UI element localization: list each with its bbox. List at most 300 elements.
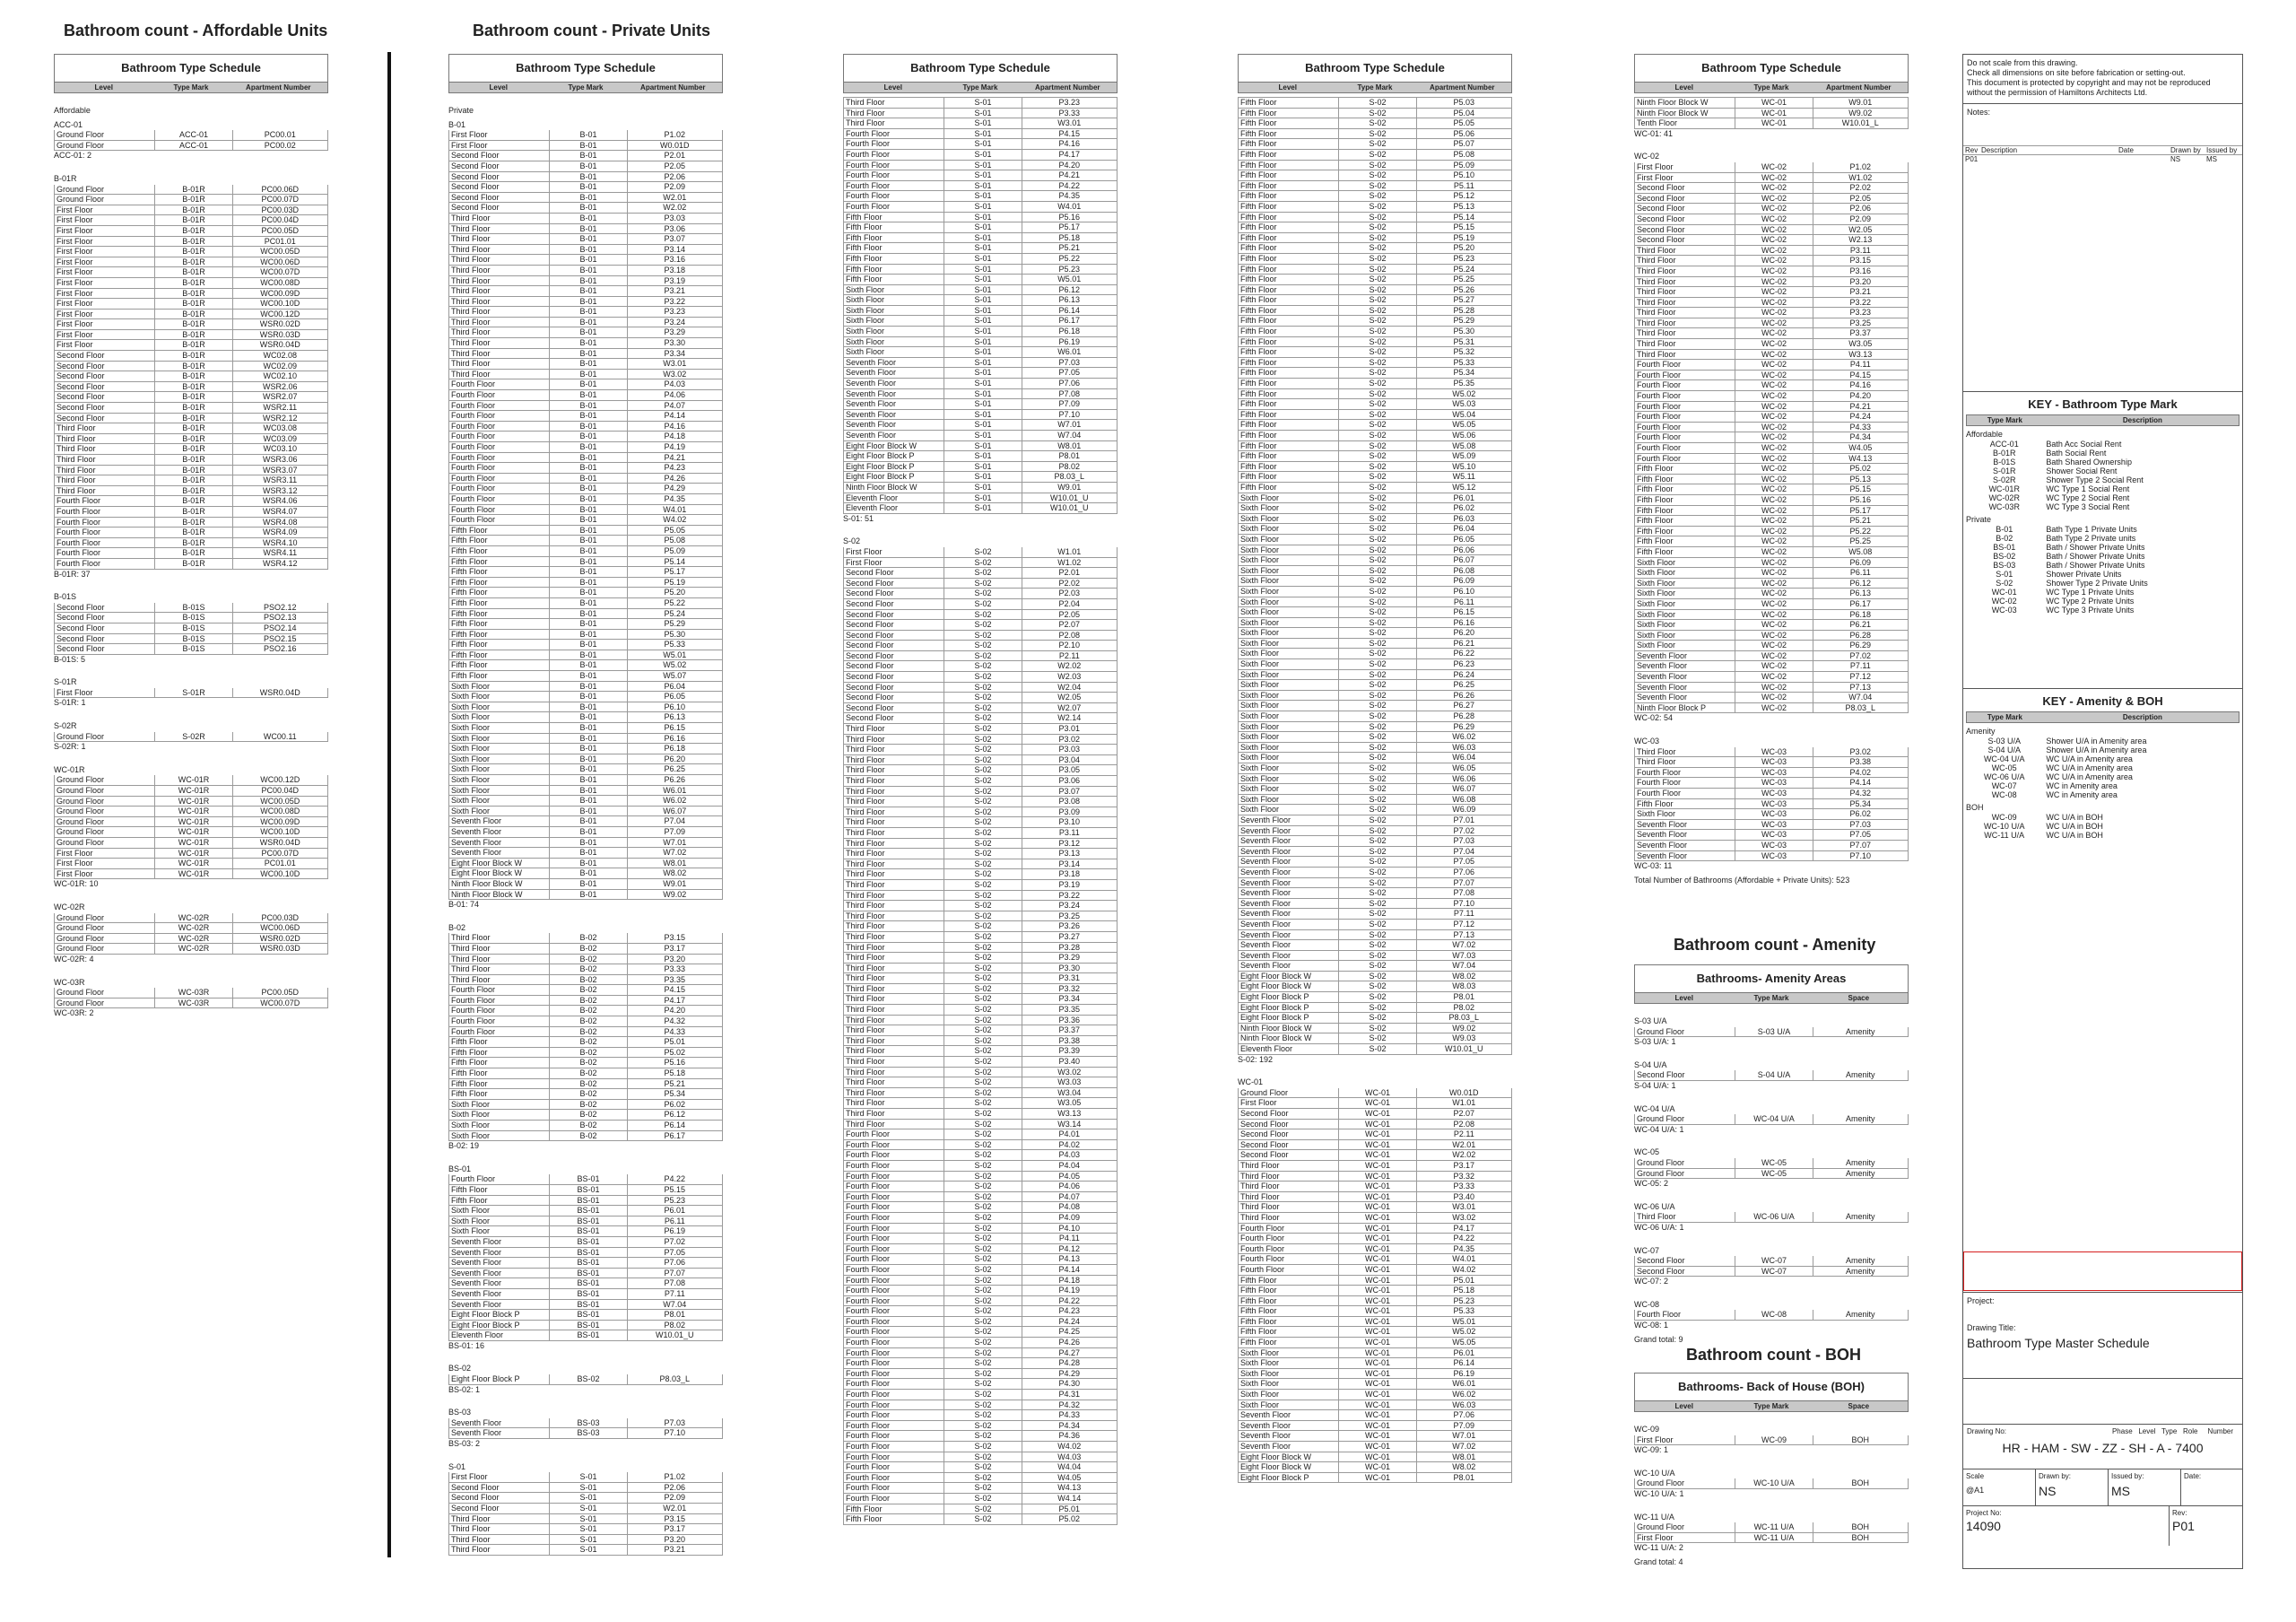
table-cell: P4.15 bbox=[1813, 371, 1908, 380]
table-row bbox=[448, 379, 723, 390]
table-cell: P6.21 bbox=[1416, 639, 1511, 649]
schedule-header bbox=[1634, 1401, 1909, 1412]
table-row bbox=[448, 1237, 723, 1248]
key-type-mark: WC-04 U/A bbox=[1983, 754, 2025, 763]
group-label: WC-04 U/A bbox=[1634, 1103, 1675, 1113]
table-row bbox=[448, 1196, 723, 1207]
table-cell: B-01R bbox=[154, 299, 231, 309]
table-cell: S-02 bbox=[1338, 607, 1415, 617]
table-cell: P6.18 bbox=[1022, 327, 1117, 336]
table-cell: S-02 bbox=[1338, 920, 1415, 929]
table-cell: B-02 bbox=[549, 1131, 626, 1141]
table-cell: P4.21 bbox=[1022, 170, 1117, 180]
table-row bbox=[54, 988, 328, 998]
table-cell: P3.21 bbox=[627, 286, 722, 296]
table-cell: P6.05 bbox=[1416, 535, 1511, 545]
table-cell: W2.02 bbox=[1022, 661, 1117, 671]
table-cell: WC-02 bbox=[1735, 547, 1812, 557]
table-cell: Sixth Floor bbox=[1240, 513, 1280, 523]
table-cell: P2.07 bbox=[1416, 1109, 1511, 1119]
table-row bbox=[54, 538, 328, 549]
table-row bbox=[843, 973, 1118, 984]
table-cell: Second Floor bbox=[1637, 183, 1685, 193]
table-cell: S-02 bbox=[1338, 639, 1415, 649]
table-cell: P6.29 bbox=[1813, 641, 1908, 650]
table-cell: B-01R bbox=[154, 455, 231, 465]
table-cell: B-01 bbox=[549, 505, 626, 515]
table-cell: Ground Floor bbox=[57, 827, 105, 837]
table-row bbox=[1238, 981, 1512, 992]
table-cell: Fourth Floor bbox=[846, 1234, 891, 1243]
table-cell: B-01R bbox=[154, 319, 231, 329]
table-cell: Fifth Floor bbox=[451, 1068, 488, 1078]
table-cell: Fourth Floor bbox=[1240, 1254, 1285, 1264]
table-cell: BS-01 bbox=[549, 1289, 626, 1299]
table-cell: Second Floor bbox=[57, 602, 105, 612]
table-row bbox=[1634, 454, 1909, 465]
table-cell: Third Floor bbox=[1240, 1171, 1280, 1181]
table-row bbox=[843, 1036, 1118, 1047]
table-cell: S-02 bbox=[944, 964, 1021, 973]
table-cell: S-02 bbox=[1338, 295, 1415, 305]
table-cell: Fourth Floor bbox=[451, 473, 496, 483]
table-cell: B-01R bbox=[154, 507, 231, 517]
table-cell: Fifth Floor bbox=[1240, 118, 1277, 128]
group-count: BS-02: 1 bbox=[448, 1384, 481, 1394]
table-cell: S-02 bbox=[1338, 992, 1415, 1002]
table-cell: W9.02 bbox=[1416, 1024, 1511, 1033]
table-cell: WC-01 bbox=[1338, 1379, 1415, 1389]
table-cell: Ground Floor bbox=[57, 786, 105, 796]
table-cell: P3.32 bbox=[1022, 984, 1117, 994]
table-cell: P4.07 bbox=[627, 401, 722, 411]
key-type-mark: WC-05 bbox=[1991, 763, 2017, 772]
table-row bbox=[448, 515, 723, 526]
table-cell: Seventh Floor bbox=[846, 431, 897, 440]
table-cell: WC-02 bbox=[1735, 162, 1812, 172]
key-type-mark: B-01R bbox=[1992, 449, 2016, 458]
table-row bbox=[448, 286, 723, 297]
table-cell: S-02 bbox=[1338, 836, 1415, 846]
table-cell: Ground Floor bbox=[1240, 1087, 1289, 1097]
table-row bbox=[54, 817, 328, 828]
table-cell: S-02 bbox=[1338, 98, 1415, 108]
table-cell: P5.21 bbox=[1022, 243, 1117, 253]
table-cell: WC-01 bbox=[1338, 1161, 1415, 1171]
table-cell: PC01.01 bbox=[232, 237, 327, 247]
drawing-no-parts: Phase Level Type Role Number bbox=[2111, 1427, 2233, 1435]
table-row bbox=[843, 1150, 1118, 1161]
table-row bbox=[448, 557, 723, 568]
table-cell: Seventh Floor bbox=[846, 399, 897, 409]
table-cell: Fifth Floor bbox=[1240, 357, 1277, 367]
table-row bbox=[448, 359, 723, 370]
table-row bbox=[448, 890, 723, 901]
table-row bbox=[1238, 420, 1512, 431]
table-cell: Sixth Floor bbox=[1240, 659, 1280, 669]
schedule-section bbox=[54, 120, 328, 161]
key-description: Shower U/A in Amenity area bbox=[2046, 746, 2147, 754]
column-header: Apartment Number bbox=[1826, 83, 1892, 92]
table-row bbox=[448, 130, 723, 141]
table-cell: Fifth Floor bbox=[1240, 461, 1277, 471]
table-cell: Sixth Floor bbox=[451, 764, 491, 774]
group-label: WC-11 U/A bbox=[1634, 1512, 1674, 1522]
table-row bbox=[54, 859, 328, 869]
key-type-mark: B-01S bbox=[1993, 458, 2016, 467]
table-cell: S-02 bbox=[1338, 306, 1415, 316]
table-cell: S-02 bbox=[1338, 347, 1415, 357]
table-cell: Third Floor bbox=[846, 98, 885, 107]
table-row bbox=[1238, 659, 1512, 670]
disclaimer-line: without the permission of Hamiltons Architects Ltd. bbox=[1967, 88, 2148, 97]
table-row bbox=[843, 869, 1118, 880]
table-cell: P4.11 bbox=[1022, 1234, 1117, 1243]
table-row bbox=[1634, 820, 1909, 831]
table-cell: WC-02 bbox=[1735, 693, 1812, 702]
table-row bbox=[1634, 328, 1909, 339]
table-row bbox=[1238, 431, 1512, 441]
table-cell: Sixth Floor bbox=[451, 1226, 491, 1236]
table-cell: P3.02 bbox=[1022, 735, 1117, 745]
table-row bbox=[1634, 558, 1909, 569]
group-label: ACC-01 bbox=[54, 119, 83, 129]
table-cell: P4.24 bbox=[1022, 1317, 1117, 1327]
group-count: S-02R: 1 bbox=[54, 742, 86, 752]
table-cell: P6.02 bbox=[1416, 503, 1511, 513]
table-row bbox=[843, 1265, 1118, 1276]
table-row bbox=[1634, 339, 1909, 350]
table-cell: B-01 bbox=[549, 266, 626, 275]
table-cell: WC-03 bbox=[1735, 747, 1812, 757]
key-type-mark: WC-10 U/A bbox=[1983, 822, 2025, 831]
table-cell: WC-10 U/A bbox=[1735, 1478, 1812, 1488]
drawn-cell bbox=[2036, 1469, 2109, 1505]
table-cell: Fourth Floor bbox=[1637, 789, 1682, 798]
group-label: Total Number of Bathrooms (Affordable + Private Units): 523 bbox=[1634, 875, 1850, 885]
table-cell: WSR4.11 bbox=[232, 548, 327, 558]
column-header: Type Mark bbox=[1753, 1402, 1789, 1410]
table-cell: P4.26 bbox=[627, 474, 722, 484]
table-cell: Ground Floor bbox=[1637, 1157, 1685, 1167]
table-row bbox=[448, 879, 723, 890]
table-row bbox=[843, 451, 1118, 462]
table-cell: B-01 bbox=[549, 390, 626, 400]
table-cell: Third Floor bbox=[57, 475, 96, 485]
key-description: WC U/A in Amenity area bbox=[2046, 763, 2133, 772]
table-cell: B-02 bbox=[549, 1048, 626, 1058]
table-cell: Second Floor bbox=[57, 633, 105, 643]
table-cell: WC-06 U/A bbox=[1735, 1212, 1812, 1222]
key-type-mark: WC-01R bbox=[1988, 484, 2020, 493]
table-cell: Third Floor bbox=[57, 433, 96, 443]
table-cell: WC00.10D bbox=[232, 299, 327, 309]
table-cell: Fourth Floor bbox=[846, 1223, 891, 1233]
table-row bbox=[448, 816, 723, 827]
table-cell: S-02 bbox=[944, 828, 1021, 838]
table-cell: WC-02 bbox=[1735, 360, 1812, 370]
column-header: Level bbox=[1278, 83, 1297, 92]
table-cell: P3.08 bbox=[1022, 797, 1117, 807]
table-row bbox=[843, 1390, 1118, 1400]
schedule-header bbox=[1634, 83, 1909, 93]
table-row bbox=[448, 712, 723, 723]
table-cell: P3.36 bbox=[1022, 1016, 1117, 1025]
table-row bbox=[843, 1369, 1118, 1380]
table-row bbox=[1238, 1192, 1512, 1203]
table-cell: B-01 bbox=[549, 827, 626, 837]
table-row bbox=[843, 817, 1118, 828]
table-cell: Seventh Floor bbox=[1240, 909, 1292, 919]
table-row bbox=[1238, 1431, 1512, 1442]
table-cell: BS-01 bbox=[549, 1300, 626, 1310]
table-cell: Seventh Floor bbox=[451, 1278, 502, 1288]
table-cell: P3.21 bbox=[627, 1545, 722, 1555]
table-cell: WC-01 bbox=[1338, 1182, 1415, 1191]
table-row bbox=[843, 1057, 1118, 1068]
table-cell: S-02 bbox=[944, 755, 1021, 765]
table-cell: W2.13 bbox=[1813, 235, 1908, 245]
table-cell: Sixth Floor bbox=[1240, 1347, 1280, 1357]
table-row bbox=[1238, 1338, 1512, 1348]
table-cell: Sixth Floor bbox=[451, 1110, 491, 1120]
table-cell: P3.11 bbox=[1813, 246, 1908, 256]
table-cell: Third Floor bbox=[846, 1067, 885, 1077]
table-cell: First Floor bbox=[1637, 161, 1674, 171]
table-cell: Seventh Floor bbox=[1637, 650, 1688, 660]
table-cell: S-02 bbox=[944, 839, 1021, 849]
table-cell: P3.20 bbox=[1813, 277, 1908, 287]
table-cell: S-02 bbox=[944, 973, 1021, 983]
schedule-section bbox=[54, 765, 328, 890]
key-group-label: BOH bbox=[1966, 803, 1984, 812]
table-cell: P7.05 bbox=[1022, 368, 1117, 378]
date-cell bbox=[2181, 1469, 2242, 1505]
table-cell: Seventh Floor bbox=[451, 1258, 502, 1268]
table-cell: WC-02 bbox=[1735, 412, 1812, 422]
table-cell: WC-02 bbox=[1735, 308, 1812, 318]
table-cell: P3.15 bbox=[627, 1514, 722, 1524]
table-row bbox=[448, 775, 723, 786]
table-cell: S-02 bbox=[1338, 784, 1415, 794]
table-row bbox=[54, 507, 328, 518]
table-row bbox=[1238, 306, 1512, 317]
table-cell: S-01 bbox=[944, 472, 1021, 482]
table-cell: S-02 bbox=[944, 735, 1021, 745]
table-cell: Sixth Floor bbox=[451, 712, 491, 722]
table-cell: Fifth Floor bbox=[1240, 388, 1277, 398]
table-cell: Ninth Floor Block P bbox=[1637, 702, 1707, 712]
table-cell: W6.01 bbox=[1416, 1379, 1511, 1389]
table-cell: P5.09 bbox=[627, 546, 722, 556]
table-row bbox=[448, 1524, 723, 1535]
table-cell: P5.27 bbox=[1416, 295, 1511, 305]
table-cell: Sixth Floor bbox=[1240, 1390, 1280, 1400]
table-cell: Eight Floor Block W bbox=[1240, 1452, 1312, 1461]
table-row bbox=[843, 181, 1118, 192]
table-cell: Third Floor bbox=[451, 933, 491, 943]
table-row bbox=[843, 1234, 1118, 1244]
table-row bbox=[448, 327, 723, 338]
table-cell: P7.11 bbox=[1813, 661, 1908, 671]
table-row bbox=[1238, 763, 1512, 774]
disclaimer-line: Check all dimensions on site before fabrication or setting-out. bbox=[1967, 68, 2186, 77]
table-cell: S-02 bbox=[944, 1150, 1021, 1160]
table-cell: W4.05 bbox=[1813, 443, 1908, 453]
table-cell: Second Floor bbox=[846, 713, 894, 723]
table-row bbox=[448, 203, 723, 214]
table-cell: Sixth Floor bbox=[1240, 545, 1280, 554]
table-cell: P7.08 bbox=[627, 1278, 722, 1288]
table-row bbox=[448, 1428, 723, 1439]
table-row bbox=[448, 1321, 723, 1331]
table-row bbox=[1634, 412, 1909, 423]
table-cell: BS-01 bbox=[549, 1310, 626, 1320]
table-cell: S-02 bbox=[944, 1390, 1021, 1400]
table-cell: WC-01 bbox=[1338, 1192, 1415, 1202]
table-row bbox=[448, 266, 723, 276]
table-row bbox=[448, 1121, 723, 1131]
table-cell: Fourth Floor bbox=[846, 1286, 891, 1295]
table-cell: Sixth Floor bbox=[846, 327, 885, 336]
table-cell: S-02 bbox=[1338, 618, 1415, 628]
table-cell: Seventh Floor bbox=[451, 1299, 502, 1309]
table-cell: Seventh Floor bbox=[451, 1236, 502, 1246]
table-cell: P5.31 bbox=[1416, 337, 1511, 347]
table-cell: B-01R bbox=[154, 310, 231, 319]
scale-label: Scale bbox=[1966, 1472, 1985, 1480]
key-type-mark: BS-02 bbox=[1993, 552, 2016, 561]
table-cell: Fifth Floor bbox=[1240, 295, 1277, 305]
table-cell: P3.04 bbox=[1022, 755, 1117, 765]
table-row bbox=[1634, 1267, 1909, 1278]
table-cell: Fourth Floor bbox=[57, 517, 101, 527]
key-row bbox=[1966, 822, 2239, 831]
table-cell: P2.05 bbox=[627, 161, 722, 171]
key-description: Bath Type 1 Private Units bbox=[2046, 525, 2137, 534]
table-cell: Seventh Floor bbox=[1240, 867, 1292, 876]
table-cell: B-01R bbox=[154, 289, 231, 299]
table-cell: P5.17 bbox=[1022, 222, 1117, 232]
table-cell: S-02 bbox=[944, 765, 1021, 775]
table-cell: Second Floor bbox=[1240, 1129, 1289, 1139]
table-row bbox=[1634, 683, 1909, 693]
group-label: WC-03 bbox=[1634, 737, 1660, 746]
table-row bbox=[843, 735, 1118, 746]
table-cell: Sixth Floor bbox=[451, 1206, 491, 1216]
table-cell: Sixth Floor bbox=[846, 305, 885, 315]
group-count: S-01: 51 bbox=[843, 513, 874, 523]
table-row bbox=[843, 1494, 1118, 1504]
table-cell: P7.11 bbox=[1416, 909, 1511, 919]
table-cell: WSR3.07 bbox=[232, 466, 327, 475]
table-row bbox=[1238, 1400, 1512, 1411]
table-row bbox=[54, 330, 328, 341]
table-cell: W0.01D bbox=[627, 141, 722, 151]
table-cell: WC-02 bbox=[1735, 194, 1812, 204]
table-row bbox=[54, 195, 328, 205]
table-cell: Sixth Floor bbox=[451, 1216, 491, 1225]
table-cell: S-02 bbox=[944, 807, 1021, 817]
key-type-mark: WC-02R bbox=[1988, 493, 2020, 502]
table-cell: B-01 bbox=[549, 546, 626, 556]
table-cell: P5.06 bbox=[1416, 129, 1511, 139]
table-cell: Fourth Floor bbox=[846, 1191, 891, 1201]
table-cell: Fourth Floor bbox=[846, 1400, 891, 1409]
table-row bbox=[1634, 1070, 1909, 1081]
table-cell: Seventh Floor bbox=[451, 1428, 502, 1438]
table-cell: B-01R bbox=[154, 423, 231, 433]
table-cell: S-02 bbox=[1338, 233, 1415, 243]
table-cell: B-01 bbox=[549, 432, 626, 441]
table-cell: Fifth Floor bbox=[451, 525, 488, 535]
table-cell: Sixth Floor bbox=[451, 796, 491, 806]
table-cell: B-01R bbox=[154, 205, 231, 215]
table-cell: P4.21 bbox=[1813, 402, 1908, 412]
sched-private-2 bbox=[843, 54, 1118, 1525]
table-cell: S-02 bbox=[1338, 972, 1415, 981]
schedule-section bbox=[1634, 1425, 1909, 1456]
table-row bbox=[448, 432, 723, 442]
table-cell: S-02 bbox=[944, 797, 1021, 807]
table-row bbox=[843, 880, 1118, 891]
table-cell: Second Floor bbox=[451, 1493, 500, 1503]
column-header: Apartment Number bbox=[1035, 83, 1100, 92]
table-row bbox=[1238, 1013, 1512, 1024]
table-cell: Sixth Floor bbox=[1240, 1400, 1280, 1409]
table-cell: W4.01 bbox=[1416, 1254, 1511, 1264]
table-cell: P3.34 bbox=[627, 349, 722, 359]
table-row bbox=[1238, 587, 1512, 597]
table-row bbox=[843, 97, 1118, 109]
table-cell: P4.08 bbox=[1022, 1202, 1117, 1212]
table-cell: Third Floor bbox=[1637, 256, 1676, 266]
schedule-section bbox=[1634, 1513, 1909, 1554]
table-cell: P8.02 bbox=[1022, 462, 1117, 472]
table-cell: S-02 bbox=[1338, 431, 1415, 440]
table-cell: B-02 bbox=[549, 933, 626, 943]
table-cell: Seventh Floor bbox=[1240, 877, 1292, 887]
table-cell: WC-04 U/A bbox=[1735, 1114, 1812, 1124]
table-cell: B-01S bbox=[154, 613, 231, 623]
table-cell: Sixth Floor bbox=[1637, 630, 1676, 640]
table-row bbox=[843, 1192, 1118, 1203]
table-row bbox=[54, 528, 328, 538]
table-cell: BOH bbox=[1813, 1435, 1908, 1445]
table-cell: Sixth Floor bbox=[1240, 701, 1280, 711]
table-cell: First Floor bbox=[846, 546, 883, 556]
table-cell: P6.03 bbox=[1416, 514, 1511, 524]
table-row bbox=[54, 362, 328, 372]
rev-header: Rev bbox=[1965, 146, 1979, 154]
table-cell: Second Floor bbox=[1240, 1109, 1289, 1118]
table-row bbox=[1634, 1533, 1909, 1544]
table-cell: P3.20 bbox=[627, 955, 722, 964]
key-row bbox=[1966, 746, 2239, 754]
table-cell: P5.21 bbox=[1813, 516, 1908, 526]
drawing-no-label: Drawing No: bbox=[1967, 1427, 2007, 1435]
table-cell: Ground Floor bbox=[57, 731, 105, 741]
table-cell: P2.01 bbox=[627, 151, 722, 161]
table-row bbox=[448, 1514, 723, 1525]
table-cell: WC-01R bbox=[154, 827, 231, 837]
schedule-section bbox=[1634, 876, 1909, 886]
table-cell: ACC-01 bbox=[154, 141, 231, 151]
table-cell: Ground Floor bbox=[57, 807, 105, 816]
table-cell: Fifth Floor bbox=[1240, 149, 1277, 159]
table-row bbox=[54, 455, 328, 466]
table-cell: S-02 bbox=[1338, 649, 1415, 658]
